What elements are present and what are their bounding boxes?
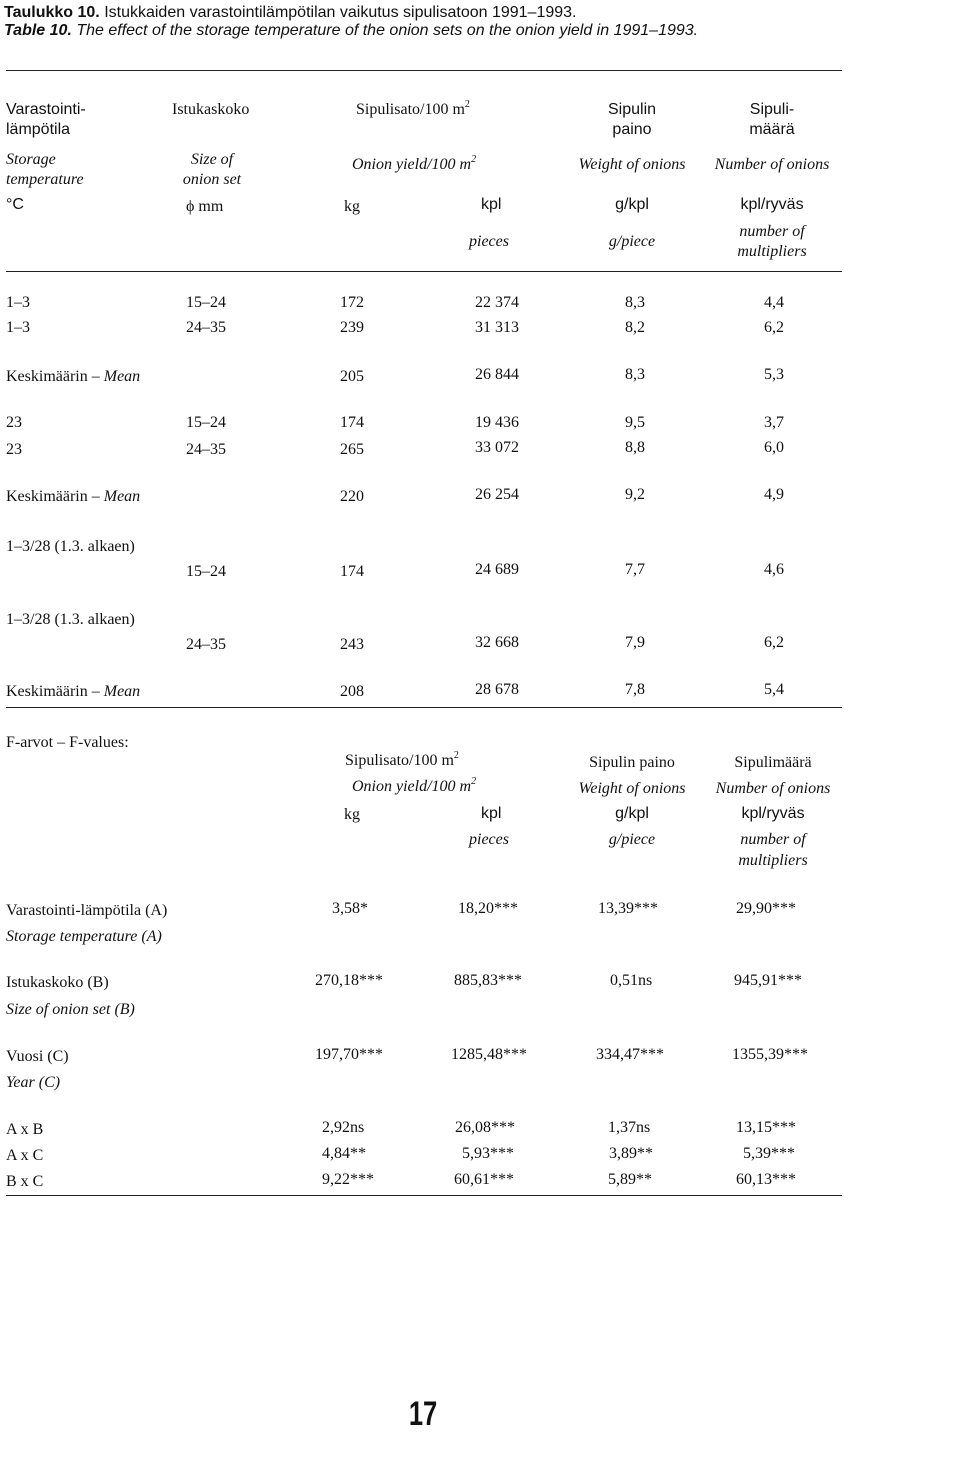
- fvalues-header-number-fi: Sipulimäärä: [734, 754, 812, 771]
- header-number-en: Number of onions: [714, 156, 830, 173]
- fvalues-number: 60,13***: [736, 1171, 796, 1188]
- cell-size: 15–24: [186, 563, 226, 580]
- cell-temp: 1–3/28 (1.3. alkaen): [6, 611, 135, 628]
- cell-number: 3,7: [764, 414, 784, 431]
- cell-kpl: 26 254: [475, 486, 519, 503]
- table-label-en: Table 10.: [4, 22, 72, 39]
- data-bottom-rule: [6, 707, 842, 708]
- fvalues-header-pieces: pieces: [469, 831, 509, 848]
- cell-kpl: 22 374: [475, 294, 519, 311]
- fvalues-header-kpl: kpl: [481, 805, 502, 822]
- table-title-fi: [4, 4, 576, 22]
- header-size-unit: ϕ mm: [186, 198, 224, 215]
- fvalues-header-yield-fi: Sipulisato/100 $m^2$: [345, 750, 459, 769]
- cell-weight: 8,8: [625, 439, 645, 456]
- header-storage-en-a: Storage: [6, 151, 56, 168]
- fvalues-header-kg: kg: [344, 806, 360, 823]
- fvalues-kg: 197,70***: [315, 1046, 383, 1063]
- header-weight-fi-a: Sipulin: [607, 101, 657, 118]
- header-weight-unit: g/kpl: [615, 196, 649, 213]
- header-yield-unit-pieces: pieces: [469, 233, 509, 250]
- fvalues-kpl: 885,83***: [454, 972, 522, 989]
- cell-number: 6,2: [764, 319, 784, 336]
- fvalues-header-weight-unit: g/kpl: [615, 805, 649, 822]
- cell-temp: 1–3: [6, 319, 30, 336]
- fvalues-header-number-unit-en-a: number of: [740, 831, 806, 848]
- fvalues-header-number-unit: kpl/ryväs: [741, 805, 805, 822]
- cell-kpl: 31 313: [475, 319, 519, 336]
- header-storage-fi-a: Varastointi-: [6, 101, 86, 118]
- cell-kg: 172: [340, 294, 364, 311]
- cell-size: 24–35: [186, 636, 226, 653]
- fvalues-header-weight-fi: Sipulin paino: [589, 754, 675, 771]
- cell-number: 5,3: [764, 366, 784, 383]
- cell-kg: 265: [340, 441, 364, 458]
- fvalues-weight: 1,37ns: [608, 1119, 651, 1136]
- cell-mean-label: Keskimäärin – Mean: [6, 368, 141, 385]
- cell-kg: 220: [340, 488, 364, 505]
- cell-number: 4,6: [764, 561, 784, 578]
- cell-number: 4,4: [764, 294, 784, 311]
- cell-weight: 8,3: [625, 294, 645, 311]
- cell-weight: 7,9: [625, 634, 645, 651]
- cell-size: 24–35: [186, 319, 226, 336]
- fvalues-number: 945,91***: [734, 972, 802, 989]
- cell-weight: 8,3: [625, 366, 645, 383]
- fvalues-kpl: 18,20***: [458, 900, 518, 917]
- cell-kpl: 28 678: [475, 681, 519, 698]
- fvalues-weight: 3,89**: [609, 1145, 653, 1162]
- top-rule: [6, 70, 842, 71]
- fvalues-header-weight-unit-en: g/piece: [608, 831, 656, 848]
- fvalues-weight: 0,51ns: [610, 972, 653, 989]
- cell-kpl: 24 689: [475, 561, 519, 578]
- header-number-unit-en-b: multipliers: [737, 243, 807, 260]
- cell-weight: 7,7: [625, 561, 645, 578]
- fvalues-weight: 334,47***: [596, 1046, 664, 1063]
- fvalues-kpl: 1285,48***: [451, 1046, 527, 1063]
- header-storage-unit: °C: [6, 196, 24, 213]
- fvalues-kg: 3,58*: [332, 900, 368, 917]
- cell-mean-label: Keskimäärin – Mean: [6, 683, 141, 700]
- header-rule: [6, 271, 842, 272]
- fvalues-label-en: Storage temperature (A): [6, 928, 162, 945]
- fvalues-label-fi: Varastointi-lämpötila (A): [6, 902, 168, 919]
- bottom-rule: [6, 1195, 842, 1196]
- fvalues-kpl: 60,61***: [454, 1171, 514, 1188]
- fvalues-label-en: Size of onion set (B): [6, 1001, 135, 1018]
- fvalues-kpl: 5,93***: [462, 1145, 514, 1162]
- fvalues-header-number-en: Number of onions: [715, 780, 831, 797]
- cell-number: 5,4: [764, 681, 784, 698]
- header-yield-unit-kpl: kpl: [481, 196, 502, 213]
- cell-mean-label: Keskimäärin – Mean: [6, 488, 141, 505]
- cell-temp: 23: [6, 414, 22, 431]
- fvalues-label-fi: Istukaskoko (B): [6, 974, 109, 991]
- cell-weight: 7,8: [625, 681, 645, 698]
- fvalues-number: 1355,39***: [732, 1046, 808, 1063]
- fvalues-header-number-unit-en-b: multipliers: [738, 852, 808, 869]
- header-number-fi-b: määrä: [749, 121, 795, 138]
- table-caption-en: The effect of the storage temperature of the onion sets on the onion yield in 1991–1993.: [76, 22, 699, 39]
- fvalues-kg: 4,84**: [322, 1145, 366, 1162]
- cell-kg: 174: [340, 563, 364, 580]
- table-caption-fi: Istukkaiden varastointilämpötilan vaikutus sipulisatoon 1991–1993.: [104, 4, 577, 21]
- header-number-fi-a: Sipuli-: [749, 101, 795, 118]
- cell-kg: 205: [340, 368, 364, 385]
- table-title-en: [4, 22, 698, 40]
- cell-kg: 239: [340, 319, 364, 336]
- cell-kg: 174: [340, 414, 364, 431]
- header-weight-en: Weight of onions: [578, 156, 686, 173]
- cell-weight: 8,2: [625, 319, 645, 336]
- header-weight-unit-en: g/piece: [608, 233, 656, 250]
- fvalues-label: B x C: [6, 1173, 44, 1190]
- cell-kpl: 32 668: [475, 634, 519, 651]
- cell-number: 4,9: [764, 486, 784, 503]
- header-storage-en-b: temperature: [6, 171, 84, 188]
- header-storage-fi-b: lämpötila: [6, 121, 71, 138]
- cell-kpl: 26 844: [475, 366, 519, 383]
- cell-temp: 23: [6, 441, 22, 458]
- header-size-fi: Istukaskoko: [172, 101, 250, 118]
- cell-temp: 1–3/28 (1.3. alkaen): [6, 538, 135, 555]
- fvalues-kg: 9,22***: [322, 1171, 374, 1188]
- page-number: 17: [408, 1395, 438, 1433]
- cell-kg: 208: [340, 683, 364, 700]
- fvalues-label-en: Year (C): [6, 1074, 61, 1091]
- fvalues-header-weight-en: Weight of onions: [578, 780, 686, 797]
- fvalues-label: A x B: [6, 1121, 44, 1138]
- cell-kpl: 33 072: [475, 439, 519, 456]
- header-size-en-b: onion set: [182, 171, 242, 188]
- cell-weight: 9,5: [625, 414, 645, 431]
- header-yield-en: Onion yield/100 $m^2$: [352, 154, 477, 173]
- cell-temp: 1–3: [6, 294, 30, 311]
- cell-weight: 9,2: [625, 486, 645, 503]
- cell-kpl: 19 436: [475, 414, 519, 431]
- fvalues-kpl: 26,08***: [455, 1119, 515, 1136]
- cell-size: 15–24: [186, 414, 226, 431]
- fvalues-number: 29,90***: [736, 900, 796, 917]
- fvalues-number: 5,39***: [743, 1145, 795, 1162]
- fvalues-kg: 2,92ns: [322, 1119, 365, 1136]
- header-yield-fi: Sipulisato/100 $m^2$: [356, 99, 470, 118]
- header-size-en-a: Size of: [190, 151, 234, 168]
- cell-size: 24–35: [186, 441, 226, 458]
- header-weight-fi-b: paino: [612, 121, 652, 138]
- cell-number: 6,0: [764, 439, 784, 456]
- cell-number: 6,2: [764, 634, 784, 651]
- header-number-unit: kpl/ryväs: [740, 196, 804, 213]
- header-yield-unit-kg: kg: [344, 198, 360, 215]
- fvalues-weight: 5,89**: [608, 1171, 652, 1188]
- fvalues-label-fi: Vuosi (C): [6, 1048, 69, 1065]
- header-number-unit-en-a: number of: [739, 223, 805, 240]
- fvalues-number: 13,15***: [736, 1119, 796, 1136]
- fvalues-label: A x C: [6, 1147, 44, 1164]
- cell-size: 15–24: [186, 294, 226, 311]
- fvalues-header-yield-en: Onion yield/100 $m^2$: [352, 776, 477, 795]
- fvalues-weight: 13,39***: [598, 900, 658, 917]
- table-label-fi: Taulukko 10.: [4, 4, 100, 21]
- fvalues-heading: F-arvot – F-values:: [6, 734, 129, 751]
- fvalues-kg: 270,18***: [315, 972, 383, 989]
- cell-kg: 243: [340, 636, 364, 653]
